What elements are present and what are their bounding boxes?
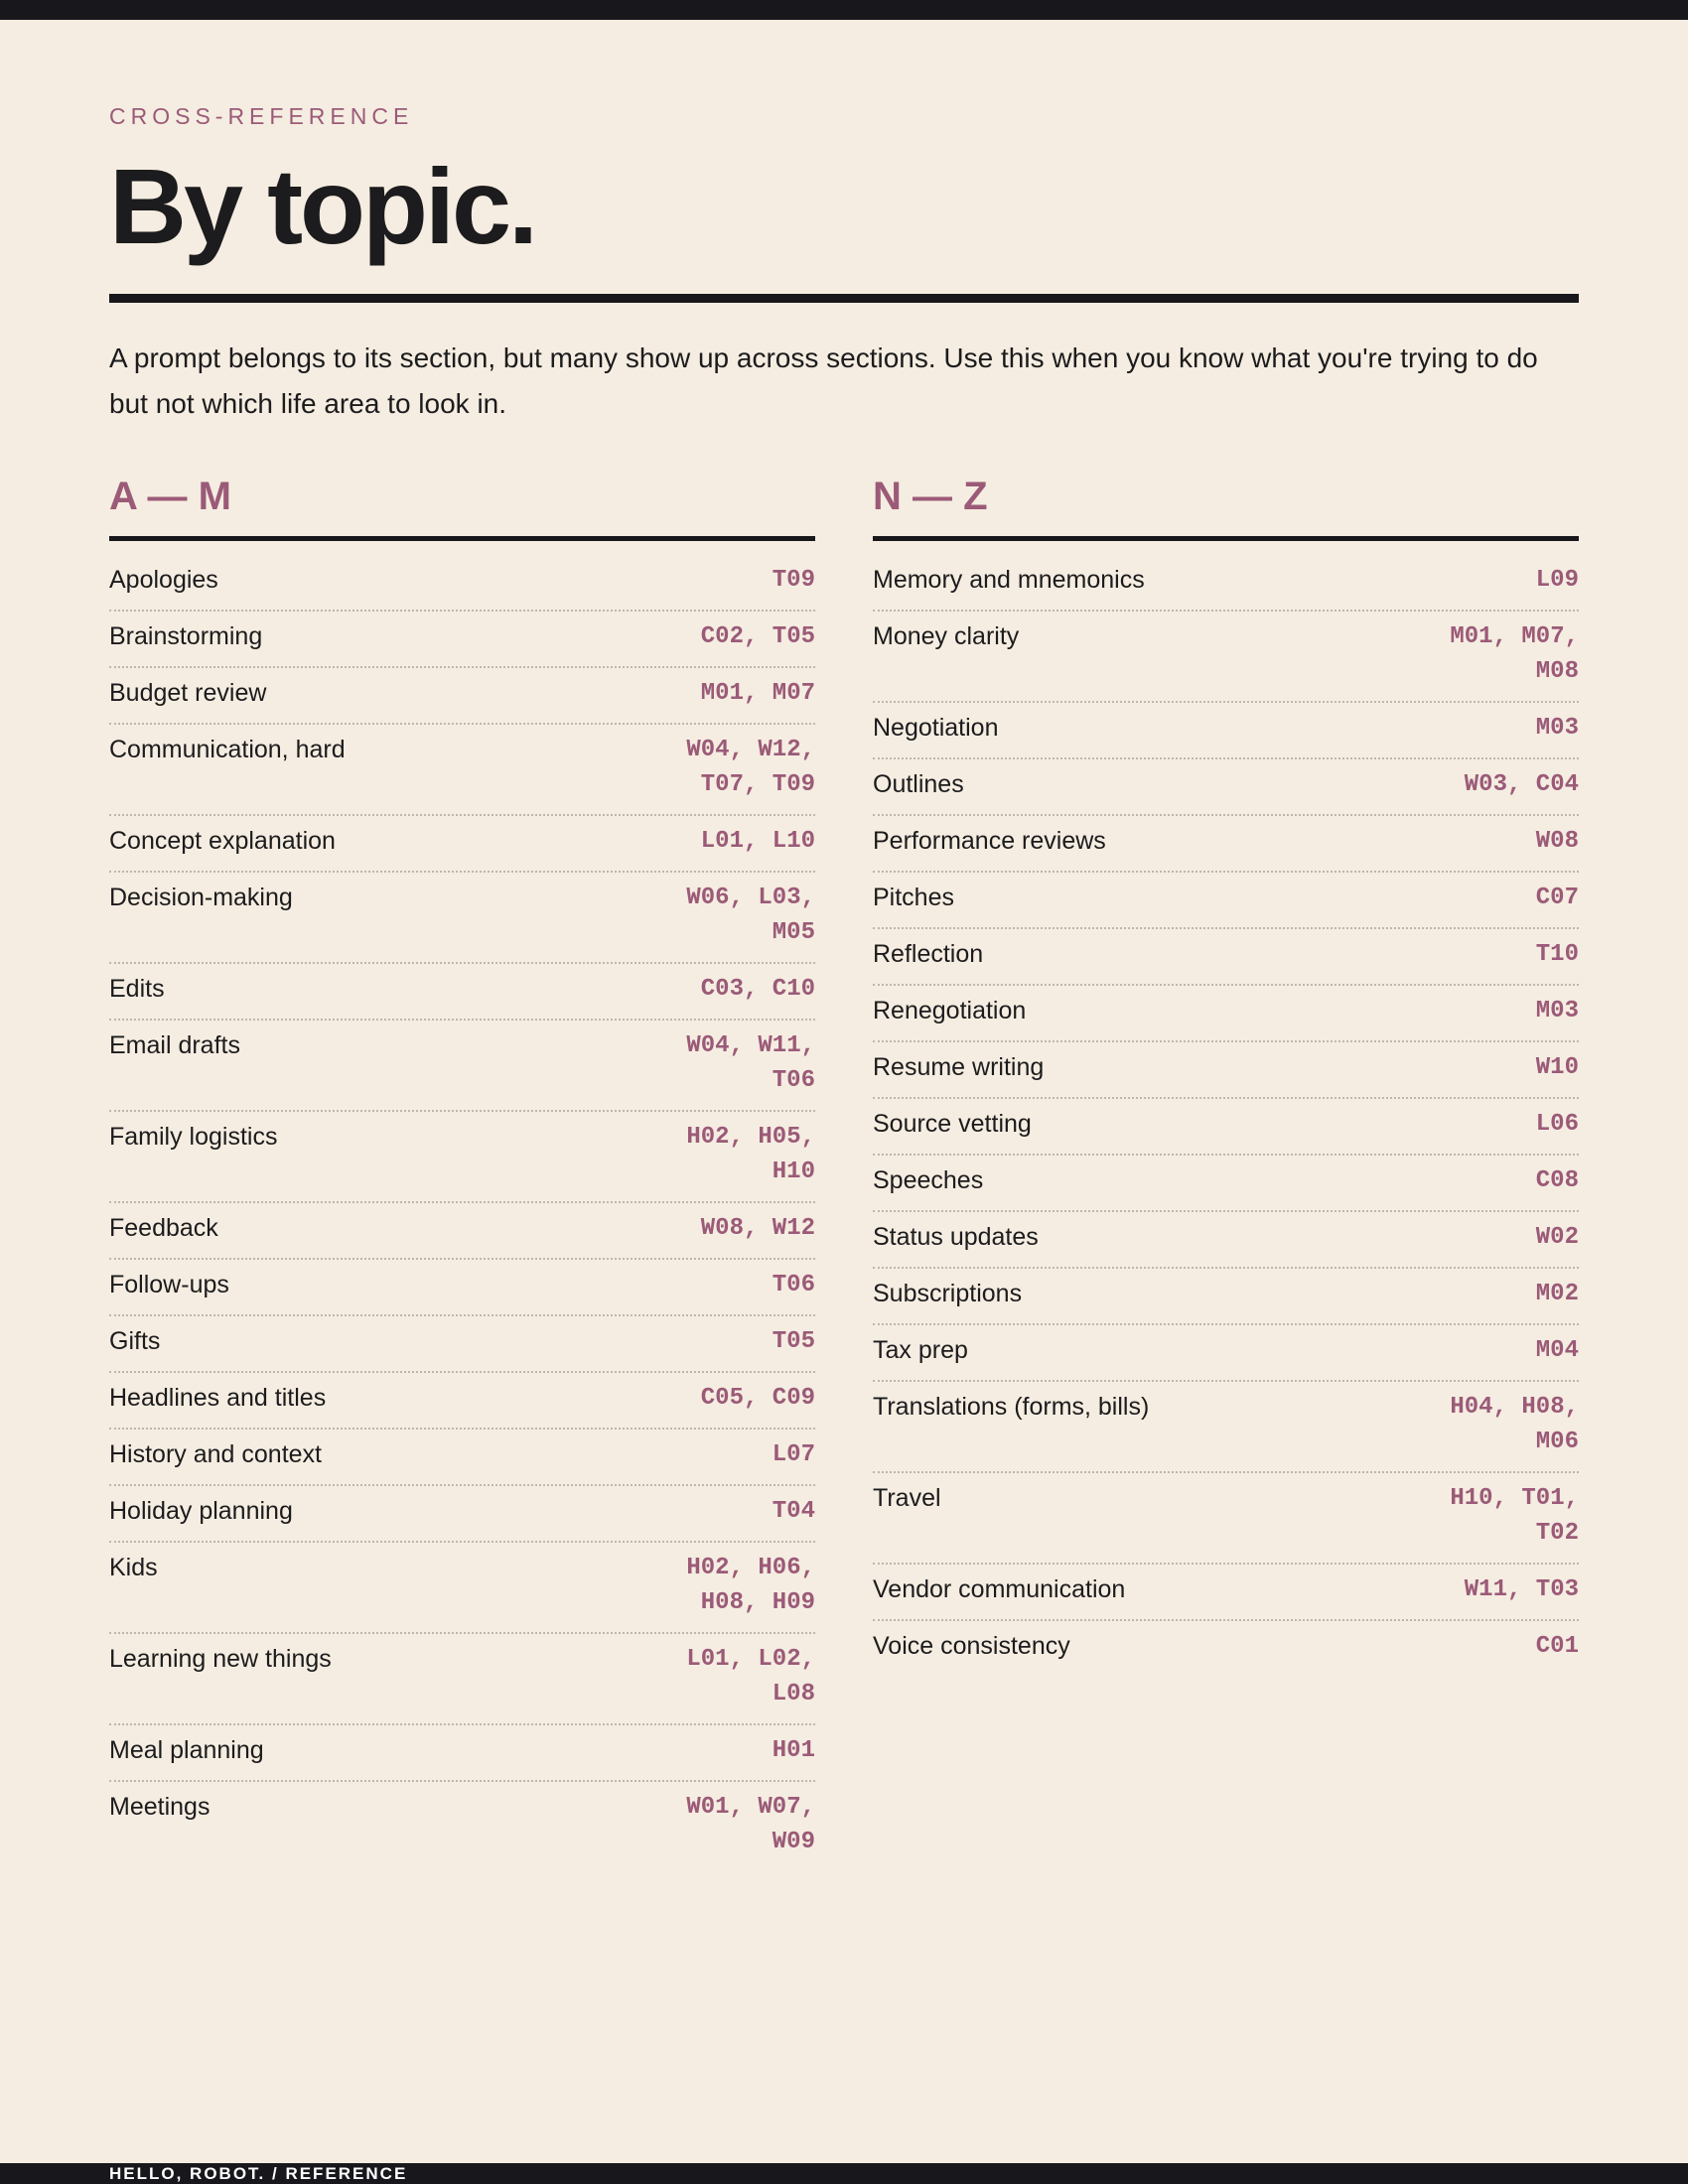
topic-name: Concept explanation xyxy=(109,827,336,855)
topic-refs: T06 xyxy=(772,1272,815,1298)
column-a-m xyxy=(109,469,815,1871)
topic-name: Headlines and titles xyxy=(109,1384,327,1412)
topic-name: History and context xyxy=(109,1440,322,1468)
topic-refs: M04 xyxy=(1535,1337,1579,1364)
topic-refs: H02, H06, H08, H09 xyxy=(686,1555,815,1616)
topic-row xyxy=(873,873,1579,929)
topic-row xyxy=(109,873,815,964)
topic-name: Holiday planning xyxy=(109,1497,293,1525)
topic-refs: W02 xyxy=(1535,1224,1579,1251)
topic-name: Negotiation xyxy=(873,714,999,742)
topic-name: Travel xyxy=(873,1484,941,1512)
topic-row xyxy=(873,1269,1579,1325)
column-heading: A — M xyxy=(109,475,231,518)
topic-refs: H04, H08, M06 xyxy=(1450,1394,1579,1455)
topic-row xyxy=(873,1621,1579,1676)
topic-row xyxy=(873,759,1579,816)
topic-name: Apologies xyxy=(109,566,218,594)
topic-name: Translations (forms, bills) xyxy=(873,1393,1150,1421)
topic-name: Brainstorming xyxy=(109,622,263,650)
topic-refs: T05 xyxy=(772,1328,815,1355)
topic-row xyxy=(109,1112,815,1203)
topic-refs: M01, M07, M08 xyxy=(1450,623,1579,685)
topic-row xyxy=(873,929,1579,986)
topic-name: Follow-ups xyxy=(109,1271,229,1298)
topic-row xyxy=(873,1325,1579,1382)
topic-row xyxy=(873,612,1579,703)
topic-name: Feedback xyxy=(109,1214,218,1242)
topic-refs: C02, T05 xyxy=(700,623,815,650)
topic-row xyxy=(109,1260,815,1316)
topic-refs: C03, C10 xyxy=(700,976,815,1003)
topic-row xyxy=(109,1203,815,1260)
topic-row xyxy=(873,1156,1579,1212)
topic-refs: H10, T01, T02 xyxy=(1450,1485,1579,1547)
page-title: By topic. xyxy=(109,146,536,266)
topic-row xyxy=(109,1725,815,1782)
topic-row xyxy=(109,1373,815,1430)
title-rule xyxy=(109,294,1579,303)
topic-name: Family logistics xyxy=(109,1123,278,1151)
topic-refs: W08, W12 xyxy=(700,1215,815,1242)
topic-row xyxy=(873,1212,1579,1269)
topic-row xyxy=(109,1021,815,1112)
topic-row xyxy=(873,1473,1579,1565)
footer-label: HELLO, ROBOT. / REFERENCE xyxy=(109,2164,408,2183)
topic-refs: C08 xyxy=(1535,1167,1579,1194)
topic-name: Learning new things xyxy=(109,1645,332,1673)
topic-refs: L06 xyxy=(1535,1111,1579,1138)
topic-row xyxy=(873,816,1579,873)
topic-name: Voice consistency xyxy=(873,1632,1070,1660)
topic-refs: W08 xyxy=(1535,828,1579,855)
topic-refs: M03 xyxy=(1535,715,1579,742)
topic-refs: W01, W07, W09 xyxy=(686,1794,815,1855)
topic-name: Meetings xyxy=(109,1793,211,1821)
topic-name: Speeches xyxy=(873,1166,984,1194)
column-n-z xyxy=(873,469,1579,1676)
topic-row xyxy=(873,986,1579,1042)
section-eyebrow: CROSS-REFERENCE xyxy=(109,103,414,129)
topic-name: Outlines xyxy=(873,770,964,798)
topic-refs: L07 xyxy=(772,1441,815,1468)
topic-row xyxy=(109,1634,815,1725)
topic-refs: M02 xyxy=(1535,1281,1579,1307)
intro-paragraph: A prompt belongs to its section, but many show up across sections. Use this when you know what you're trying to do but not which life area to look in. xyxy=(109,342,1538,419)
topic-name: Status updates xyxy=(873,1223,1039,1251)
topic-name: Decision-making xyxy=(109,884,293,911)
topic-refs: W06, L03, M05 xyxy=(686,885,815,946)
topic-refs: L01, L02, L08 xyxy=(686,1646,815,1707)
topic-row xyxy=(109,1543,815,1634)
topic-refs: C01 xyxy=(1535,1633,1579,1660)
topic-refs: W03, C04 xyxy=(1464,771,1579,798)
topic-row xyxy=(109,1782,815,1871)
topic-refs: W11, T03 xyxy=(1464,1576,1579,1603)
topic-name: Pitches xyxy=(873,884,954,911)
topic-name: Budget review xyxy=(109,679,267,707)
topic-name: Gifts xyxy=(109,1327,161,1355)
column-rule xyxy=(873,536,1579,541)
topic-name: Subscriptions xyxy=(873,1280,1023,1307)
topic-row xyxy=(873,1099,1579,1156)
topic-refs: W04, W12, T07, T09 xyxy=(686,737,815,798)
topic-refs: H01 xyxy=(772,1737,815,1764)
topic-row xyxy=(873,1565,1579,1621)
topic-refs: W10 xyxy=(1535,1054,1579,1081)
topic-refs: W04, W11, T06 xyxy=(686,1032,815,1094)
topic-list xyxy=(873,555,1579,1676)
topic-row xyxy=(873,1042,1579,1099)
topic-list xyxy=(109,555,815,1871)
topic-name: Reflection xyxy=(873,940,984,968)
topic-row xyxy=(873,1382,1579,1473)
topic-refs: T10 xyxy=(1535,941,1579,968)
topic-row xyxy=(109,964,815,1021)
topic-refs: T04 xyxy=(772,1498,815,1525)
topic-name: Meal planning xyxy=(109,1736,264,1764)
topic-refs: T09 xyxy=(772,567,815,594)
topic-name: Source vetting xyxy=(873,1110,1032,1138)
topic-name: Money clarity xyxy=(873,622,1020,650)
topic-name: Tax prep xyxy=(873,1336,968,1364)
topic-refs: C07 xyxy=(1535,885,1579,911)
topic-name: Email drafts xyxy=(109,1031,240,1059)
topic-row xyxy=(109,1486,815,1543)
topic-row xyxy=(873,703,1579,759)
topic-refs: M03 xyxy=(1535,998,1579,1024)
topic-row xyxy=(109,1316,815,1373)
topic-name: Memory and mnemonics xyxy=(873,566,1145,594)
topic-name: Performance reviews xyxy=(873,827,1106,855)
topic-refs: L09 xyxy=(1535,567,1579,594)
topic-refs: L01, L10 xyxy=(700,828,815,855)
topic-row xyxy=(873,555,1579,612)
topic-row xyxy=(109,668,815,725)
topic-row xyxy=(109,816,815,873)
topic-name: Kids xyxy=(109,1554,158,1581)
topic-name: Communication, hard xyxy=(109,736,346,763)
topic-row xyxy=(109,612,815,668)
topic-row xyxy=(109,1430,815,1486)
topic-refs: M01, M07 xyxy=(700,680,815,707)
column-heading: N — Z xyxy=(873,475,988,518)
topic-name: Resume writing xyxy=(873,1053,1045,1081)
topic-refs: H02, H05, H10 xyxy=(686,1124,815,1185)
column-rule xyxy=(109,536,815,541)
topic-row xyxy=(109,555,815,612)
topic-name: Renegotiation xyxy=(873,997,1027,1024)
top-bar xyxy=(0,0,1688,20)
topic-refs: C05, C09 xyxy=(700,1385,815,1412)
topic-row xyxy=(109,725,815,816)
topic-name: Vendor communication xyxy=(873,1575,1126,1603)
topic-name: Edits xyxy=(109,975,165,1003)
